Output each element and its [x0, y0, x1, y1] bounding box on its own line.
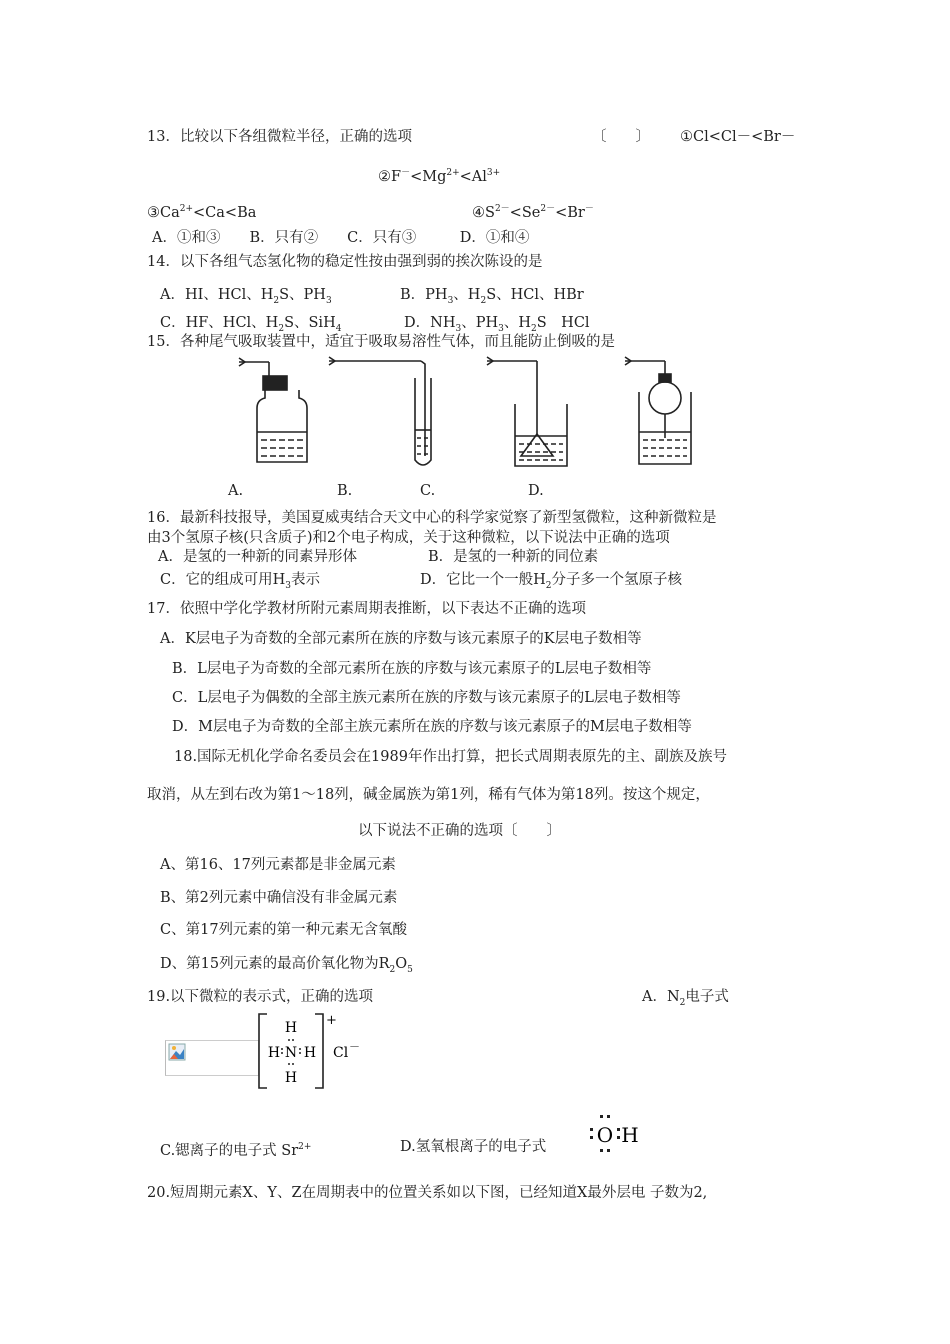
q15-label-d: D.	[528, 483, 544, 499]
q13-option-1: ①Cl<Cl－<Br－	[680, 129, 796, 145]
q16-option-a: A．是氢的一种新的同素异形体	[158, 549, 357, 565]
ammonium-chloride-electron-formula	[255, 1012, 365, 1092]
q16-option-c: C．它的组成可用$H_3$表示	[160, 572, 320, 591]
q14-option-c: C．HF、HCl、$H_2S$、SiH$_4$	[160, 315, 342, 334]
q18-stem-line2: 取消，从左到右改为第1～18列，碱金属族为第1列，稀有气体为第18列。按这个规定，	[147, 787, 710, 803]
q18-option-b: B、第2列元素中确信没有非金属元素	[160, 890, 398, 906]
q17-stem: 17．依照中学化学教材所附元素周期表推断，以下表达不正确的选项	[147, 601, 586, 617]
chloride-ion: Cl	[333, 1045, 349, 1061]
q14-option-a: A．HI、HCl、$H_2S$、$PH_3$	[160, 287, 332, 306]
q18-option-c: C、第17列元素的第一种元素无含氧酸	[160, 922, 408, 938]
q15-label-c: C.	[420, 483, 436, 499]
q13-option-4: $④S^{2-}<Se^{2-}<Br^-$	[472, 204, 594, 221]
q17-option-d: D．M层电子为奇数的全部主族元素所在族的序数与该元素原子的M层电子数相等	[172, 719, 692, 735]
oh-hydrogen: H	[621, 1123, 639, 1147]
chloride-charge: －	[349, 1040, 360, 1053]
q18-option-a: A、第16、17列元素都是非金属元素	[160, 857, 396, 873]
q13-option-2: $②F^-<Mg^{2+}<Al^{3+}$	[378, 168, 501, 185]
hydroxide-electron-formula	[588, 1112, 648, 1158]
q14-stem: 14．以下各组气态氢化物的稳定性按由强到弱的挨次陈设的是	[147, 254, 543, 270]
q14-option-b: B．$PH_3$、$H_2S$、HCl、HBr	[400, 287, 584, 306]
q20-stem-line1: 20.短周期元素X、Y、Z在周期表中的位置关系如以下图，已经知道X最外层电 子数为2,	[147, 1185, 708, 1201]
q17-option-c: C．L层电子为偶数的全部主族元素所在族的序数与该元素原子的L层电子数相等	[172, 690, 681, 706]
q15-label-b: B.	[337, 483, 353, 499]
q16-stem-line1: 16．最新科技报导，美国夏威夷结合天文中心的科学家觉察了新型氢微粒，这种新微粒是	[147, 510, 717, 526]
apparatus-c	[487, 357, 567, 466]
q13-paren: 〔 〕	[592, 129, 650, 145]
q19-option-a: A．$N_2$电子式	[642, 989, 729, 1008]
q17-option-a: A．K层电子为奇数的全部元素所在族的序数与该元素原子的K层电子数相等	[160, 631, 642, 647]
nh4-charge: +	[326, 1013, 337, 1028]
q16-option-b: B．是氢的一种新的同位素	[428, 549, 599, 565]
nh4-h-right: H	[303, 1045, 317, 1061]
q14-option-d: D．$NH_3$、$PH_3$、$H_2S$ HCl	[404, 315, 590, 334]
q13-option-3: $③Ca^{2+}<Ca<Ba$	[147, 204, 257, 221]
q19-option-c: C.锶离子的电子式 $Sr^{2+}$	[160, 1142, 312, 1159]
q16-stem-line2: 由3个氢原子核(只含质子)和2个电子构成，关于这种微粒，以下说法中正确的选项	[147, 530, 670, 546]
q18-option-d: D、第15列元素的最高价氧化物为$R_2O_5$	[160, 956, 413, 975]
q18-stem-line3: 以下说法不正确的选项〔 〕	[358, 823, 561, 839]
q19-stem: 19.以下微粒的表示式，正确的选项	[147, 989, 374, 1005]
q19-option-d: D.氢氧根离子的电子式	[400, 1139, 547, 1155]
nh4-h-top: H	[284, 1020, 298, 1036]
apparatus-d	[625, 357, 691, 464]
q15-label-a: A.	[228, 483, 244, 499]
q13-stem: 13．比较以下各组微粒半径，正确的选项	[147, 129, 412, 145]
q15-stem: 15．各种尾气吸取装置中，适宜于吸取易溶性气体，而且能防止倒吸的是	[147, 334, 615, 350]
nh4-h-left: H	[267, 1045, 281, 1061]
nh4-n: N	[284, 1045, 298, 1061]
oh-oxygen: O	[596, 1123, 614, 1147]
q17-option-b: B．L层电子为奇数的全部元素所在族的序数与该元素原子的L层电子数相等	[172, 661, 652, 677]
q16-option-d: D．它比一个一般$H_2$分子多一个氢原子核	[420, 572, 683, 591]
broken-image-placeholder	[165, 1040, 259, 1076]
apparatus-b	[329, 357, 431, 465]
gas-absorption-apparatus-figure	[225, 352, 705, 474]
q13-choices: A．①和③ B．只有② C．只有③ D．①和④	[152, 230, 530, 246]
apparatus-a	[239, 358, 307, 462]
broken-image-icon	[168, 1043, 186, 1061]
nh4-h-bottom: H	[284, 1070, 298, 1086]
q18-stem-line1: 18.国际无机化学命名委员会在1989年作出打算，把长式周期表原先的主、副族及族号	[174, 749, 727, 765]
